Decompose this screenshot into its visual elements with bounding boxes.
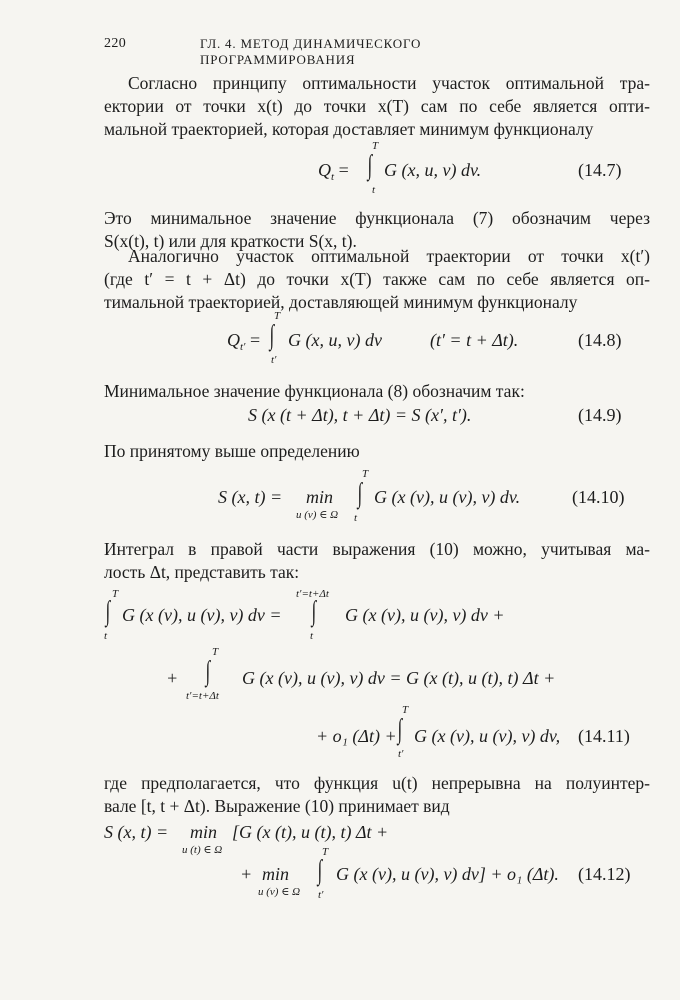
integral-sign: ∫ — [397, 714, 403, 745]
paragraph-7 — [104, 772, 650, 818]
integral-sign: ∫ — [317, 855, 323, 886]
eq-lhs: S (x, t) = — [104, 822, 169, 842]
eq-lhs: $Q_{t'}$ = — [227, 330, 261, 353]
paragraph-3 — [104, 245, 650, 314]
eq-body: S (x (t + Δt), t + Δt) = S (x′, t′). — [248, 405, 472, 425]
text-line: лость Δt, представить так: — [104, 562, 300, 582]
paragraph-4 — [104, 380, 650, 403]
eq-condition: (t′ = t + Δt). — [430, 330, 519, 350]
text-line: тимальной траекторией, доставляющей минимум функционалу — [104, 292, 578, 312]
min-subscript: u (t) ∈ Ω — [182, 844, 223, 856]
integral-sign: ∫ — [205, 656, 211, 687]
integral-lower-limit: t′ — [318, 889, 324, 901]
eq-lhs: S (x, t) = — [218, 487, 283, 507]
integral-upper-limit: T — [402, 704, 409, 716]
page-number: 220 — [104, 36, 127, 51]
text-line: где предполагается, что функция u(t) непрерывна на полуинтер- — [104, 773, 650, 793]
integral-lower-limit: t′=t+Δt — [186, 690, 219, 702]
text-line: Интеграл в правой части выражения (10) можно, учитывая ма- — [104, 539, 650, 559]
running-title: ГЛ. 4. МЕТОД ДИНАМИЧЕСКОГО ПРОГРАММИРОВАНИЯ — [200, 36, 422, 67]
eq-body: G (x, u, v) dv — [288, 330, 382, 350]
eq-body: G (x (v), u (v), v) dv = — [122, 605, 282, 625]
eq-prefix: + o₁ (Δt) + — [316, 726, 397, 746]
equation-number: (14.8) — [578, 330, 622, 350]
text-line: Минимальное значение функционала (8) обозначим так: — [104, 381, 525, 401]
integral-upper-limit: T — [322, 846, 329, 858]
text-line: вале [t, t + Δt). Выражение (10) принимает вид — [104, 796, 450, 816]
text-line: (где t′ = t + Δt) до точки x(T) также сам по себе является оп- — [104, 269, 650, 289]
integral-sign: ∫ — [367, 150, 373, 181]
equation-number: (14.11) — [578, 726, 630, 746]
eq-body: G (x (v), u (v), v) dv] + o₁ (Δt). — [336, 864, 559, 884]
min-operator: min — [190, 822, 217, 842]
text-line: S(x(t), t) или для краткости S(x, t). — [104, 231, 357, 251]
integral-lower-limit: t′ — [398, 748, 404, 760]
text-line: мальной траекторией, которая доставляет минимум функционалу — [104, 119, 594, 139]
integral-upper-limit: T — [212, 646, 219, 658]
equation-number: (14.10) — [572, 487, 625, 507]
eq-body: G (x, u, v) dv. — [384, 160, 482, 180]
eq-body: G (x (v), u (v), v) dv + — [345, 605, 505, 625]
integral-lower-limit: t — [310, 630, 314, 642]
equation-number: (14.7) — [578, 160, 622, 180]
equation-number: (14.9) — [578, 405, 622, 425]
integral-lower-limit: t′ — [271, 354, 277, 366]
integral-upper-limit: T — [362, 468, 369, 480]
integral-sign: ∫ — [357, 478, 363, 509]
min-subscript: u (v) ∈ Ω — [258, 886, 301, 898]
text-line: Согласно принципу оптимальности участок оптимальной тра- — [128, 73, 650, 93]
text-line: По принятому выше определению — [104, 441, 360, 461]
integral-sign: ∫ — [105, 596, 111, 627]
integral-lower-limit: t — [104, 630, 108, 642]
integral-sign: ∫ — [269, 320, 275, 351]
equation-number: (14.12) — [578, 864, 631, 884]
text-line: Это минимальное значение функционала (7) обозначим через — [104, 208, 650, 228]
integral-upper-limit: T — [274, 310, 281, 322]
paragraph-1 — [104, 72, 650, 141]
text-line: ектории от точки x(t) до точки x(T) сам по себе является опти- — [104, 96, 650, 116]
integral-sign: ∫ — [311, 596, 317, 627]
eq-body: G (x (v), u (v), v) dv = G (x (t), u (t), t) Δt + — [242, 668, 556, 688]
integral-upper-limit: T — [372, 140, 379, 152]
min-subscript: u (v) ∈ Ω — [296, 509, 339, 521]
eq-body: [G (x (t), u (t), t) Δt + — [232, 822, 389, 842]
eq-body: G (x (v), u (v), v) dv. — [374, 487, 521, 507]
eq-body: G (x (v), u (v), v) dv, — [414, 726, 561, 746]
integral-upper-limit: T — [112, 588, 119, 600]
integral-lower-limit: t — [354, 512, 358, 524]
eq-lhs: $Q_t$ = — [318, 160, 349, 183]
integral-lower-limit: t — [372, 184, 376, 196]
integral-upper-limit: t′=t+Δt — [296, 588, 329, 600]
text-line: Аналогично участок оптимальной траектории от точки x(t′) — [128, 246, 650, 266]
min-operator: min — [306, 487, 333, 507]
plus-sign: + — [166, 668, 179, 688]
min-operator: min — [262, 864, 289, 884]
paragraph-5 — [104, 440, 650, 463]
paragraph-6 — [104, 538, 650, 584]
plus-sign: + — [240, 864, 253, 884]
